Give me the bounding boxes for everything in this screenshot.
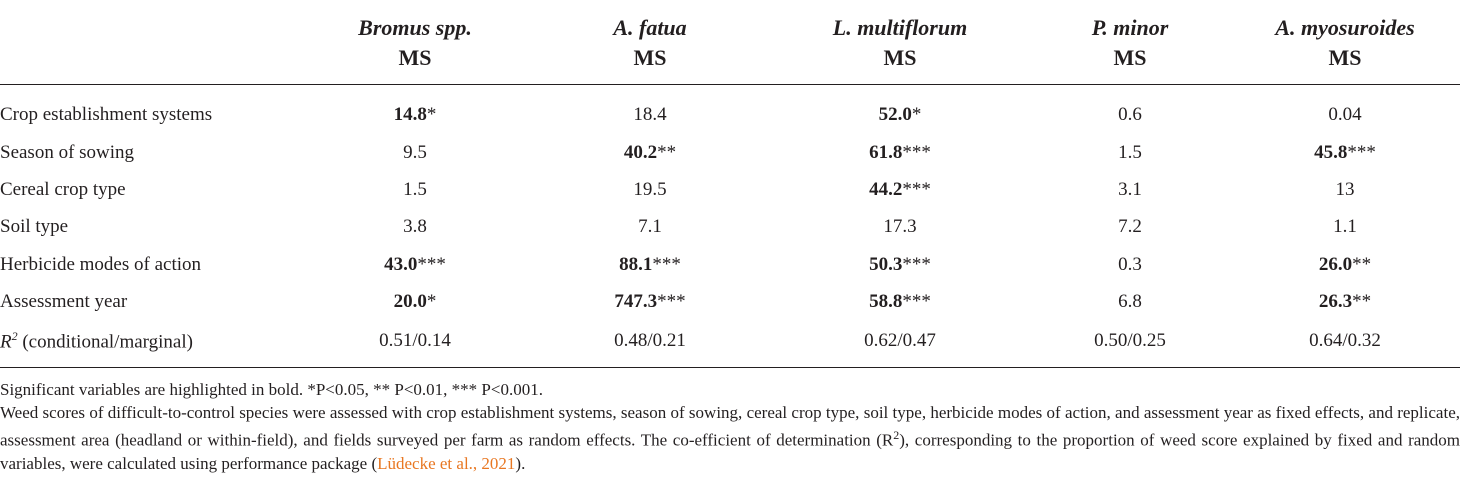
table-cell <box>1230 85 1460 135</box>
significance-mark: *** <box>652 253 681 275</box>
table-cell <box>530 85 770 135</box>
table-cell <box>1230 284 1460 321</box>
table-row <box>0 209 1460 246</box>
header-bromus: Bromus spp. MS <box>300 0 530 85</box>
significance-mark: ** <box>657 141 677 163</box>
cell-value: 7.2 <box>1118 216 1142 238</box>
significance-mark: *** <box>1347 141 1376 163</box>
table-row <box>0 85 1460 135</box>
table-cell: 0.64/0.32 <box>1230 321 1460 368</box>
table-cell <box>300 171 530 208</box>
table-cell: 0.62/0.47 <box>770 321 1030 368</box>
significance-mark: ** <box>1352 291 1372 313</box>
cell-value: 26.3 <box>1318 291 1353 313</box>
table-cell <box>1230 134 1460 171</box>
row-label: Season of sowing <box>0 141 135 163</box>
table-cell: 0.48/0.21 <box>530 321 770 368</box>
significance-mark: * <box>426 291 437 313</box>
table-cell <box>300 284 530 321</box>
row-label: Crop establishment systems <box>0 103 213 125</box>
cell-value: 1.5 <box>403 179 427 201</box>
table-row <box>0 284 1460 321</box>
table-cell <box>530 246 770 283</box>
significance-mark: *** <box>657 291 686 313</box>
cell-value: 6.8 <box>1118 291 1142 313</box>
significance-mark: *** <box>902 141 931 163</box>
row-label: Soil type <box>0 216 69 238</box>
cell-value: 20.0 <box>393 291 427 313</box>
cell-value: 13 <box>1335 179 1355 201</box>
significance-mark: *** <box>902 253 931 275</box>
cell-value: 18.4 <box>633 103 667 125</box>
table-cell <box>770 171 1030 208</box>
table-cell <box>770 284 1030 321</box>
table-cell <box>1230 246 1460 283</box>
cell-value: 61.8 <box>869 141 903 163</box>
cell-value: 50.3 <box>869 253 903 275</box>
table-row <box>0 171 1460 208</box>
table-row <box>0 246 1460 283</box>
table-cell <box>530 171 770 208</box>
cell-value: 7.1 <box>638 216 662 238</box>
cell-value: 1.5 <box>1118 141 1142 163</box>
header-p-minor: P. minor MS <box>1030 0 1230 85</box>
table-cell <box>1030 171 1230 208</box>
table-cell <box>1030 246 1230 283</box>
table-cell <box>1030 85 1230 135</box>
table-cell <box>300 246 530 283</box>
cell-value: 88.1 <box>619 253 653 275</box>
table-cell <box>530 284 770 321</box>
table-cell <box>770 85 1030 135</box>
row-label: Herbicide modes of action <box>0 253 202 275</box>
cell-value: 45.8 <box>1314 141 1348 163</box>
cell-value: 747.3 <box>614 291 658 313</box>
table-row-r2 <box>0 321 1460 368</box>
citation-link[interactable]: Lüdecke et al., 2021 <box>377 453 516 473</box>
table-cell <box>530 209 770 246</box>
cell-value: 14.8 <box>393 103 427 125</box>
table-cell: 0.50/0.25 <box>1030 321 1230 368</box>
table-cell <box>770 209 1030 246</box>
table-cell <box>1030 284 1230 321</box>
cell-value: 40.2 <box>623 141 658 163</box>
table-cell <box>530 134 770 171</box>
cell-value: 19.5 <box>633 179 667 201</box>
cell-value: 52.0 <box>878 103 912 125</box>
table-cell <box>770 134 1030 171</box>
cell-value: 58.8 <box>869 291 903 313</box>
significance-mark: * <box>911 103 922 125</box>
row-label: Cereal crop type <box>0 179 126 201</box>
cell-value: 17.3 <box>883 216 917 238</box>
table-cell <box>770 246 1030 283</box>
cell-value: 44.2 <box>869 179 903 201</box>
table-cell <box>1230 209 1460 246</box>
footnote-methods: Weed scores of difficult-to-control species were assessed with crop establishment systems, season of sowing, cereal crop type, soil type, herbicide modes of action, and assessment year as fixed effects, and replicate, assessment area (headland or within-field), and fields surveyed per farm as random effects. The co-efficient of determination $(R^2)$, corresponding to the proportion of weed score explained by fixed and random variables, were calculated using performance package (Lüdecke et al., 2021). <box>0 402 1460 473</box>
table-row <box>0 134 1460 171</box>
cell-value: 3.1 <box>1118 179 1142 201</box>
table-cell: 0.51/0.14 <box>300 321 530 368</box>
table-cell <box>1030 134 1230 171</box>
table-cell <box>300 85 530 135</box>
cell-value: 0.3 <box>1118 253 1142 275</box>
footnote-significance: Significant variables are highlighted in bold. *P<0.05, ** P<0.01, *** P<0.001. <box>0 379 543 399</box>
cell-value: 0.04 <box>1328 103 1362 125</box>
cell-value: 3.8 <box>403 216 427 238</box>
table-body <box>0 85 1460 368</box>
header-a-myosuroides: A. myosuroides MS <box>1230 0 1460 85</box>
table-footnotes <box>0 378 1460 475</box>
table-cell <box>300 209 530 246</box>
row-label: Assessment year <box>0 291 128 313</box>
significance-mark: *** <box>902 291 931 313</box>
table-cell <box>300 134 530 171</box>
significance-mark: ** <box>1352 253 1372 275</box>
cell-value: 0.6 <box>1118 103 1142 125</box>
row-label: $R^2$ (conditional/marginal) <box>0 321 300 368</box>
table-header <box>0 0 1460 85</box>
cell-value: 43.0 <box>384 253 418 275</box>
significance-mark: * <box>426 103 437 125</box>
header-blank <box>0 0 300 85</box>
header-a-fatua: A. fatua MS <box>530 0 770 85</box>
cell-value: 9.5 <box>403 141 427 163</box>
cell-value: 26.0 <box>1318 253 1353 275</box>
table-cell <box>1230 171 1460 208</box>
table-cell <box>1030 209 1230 246</box>
significance-mark: *** <box>417 253 446 275</box>
cell-value: 1.1 <box>1333 216 1357 238</box>
significance-mark: *** <box>902 179 931 201</box>
header-l-multiflorum: L. multiflorum MS <box>770 0 1030 85</box>
